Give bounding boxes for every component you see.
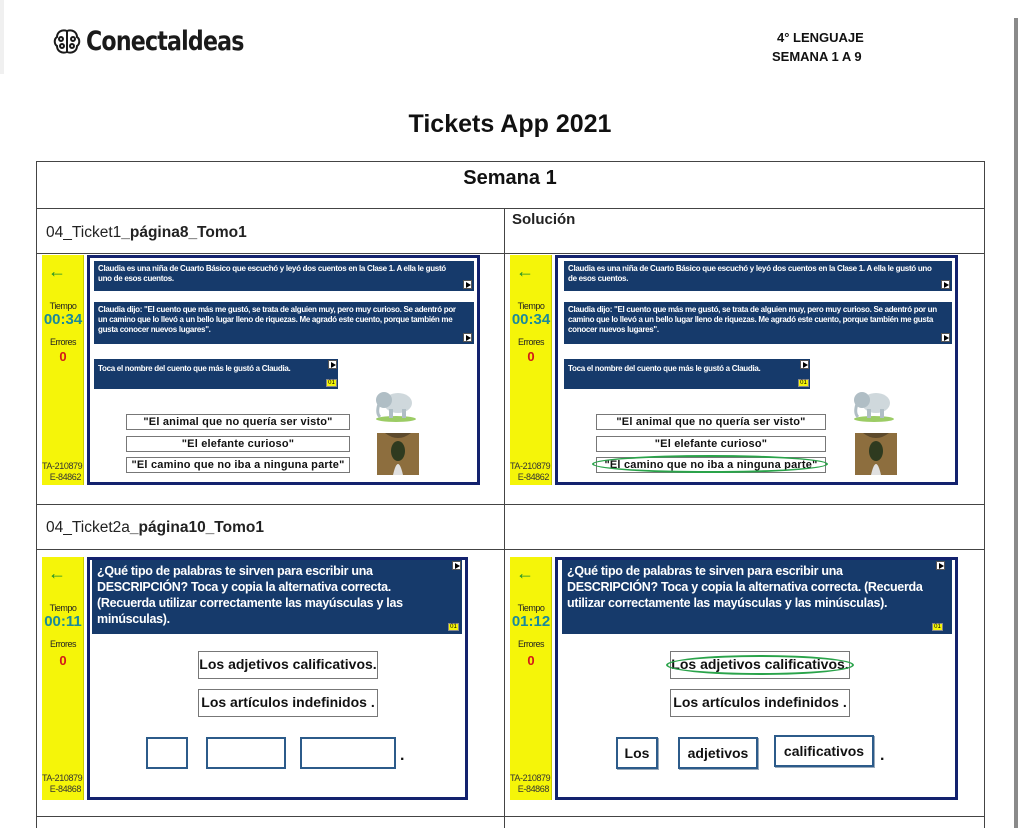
ticket2-label: 04_Ticket2a_página10_Tomo1 [46,519,264,536]
option-3[interactable]: "El camino que no iba a ninguna parte" [126,457,350,473]
answer-chip-1[interactable]: Los [616,737,658,769]
solution-label: Solución [512,211,576,228]
time-label: Tiempo [517,301,545,311]
elephant-image [372,387,420,423]
option-3-correct[interactable]: "El camino que no iba a ninguna parte" [596,457,826,473]
time-value: 00:11 [44,613,82,630]
path-image [855,433,897,475]
elephant-image [850,387,898,423]
question-bubble: ¿Qué tipo de palabras te sirven para escribir una DESCRIPCIÓN? Toca y copia la alternativa correcta. (Recuerda utilizar correctamente las mayúsculas y las minúsculas). [92,560,462,634]
correct-answer-circle [666,655,854,675]
answer-slot-2[interactable] [206,737,286,769]
errors-value: 0 [59,349,67,364]
time-value: 01:12 [511,613,551,630]
ticket-code: TA-210879 E-84868 [42,773,83,794]
play-audio-icon[interactable] [452,561,461,570]
errors-label: Errores [517,639,544,649]
answer-chip-2[interactable]: adjetivos [678,737,758,769]
grade-line2: SEMANA 1 A 9 [772,49,862,64]
instruction-bubble: Toca el nombre del cuento que más le gustó a Claudia. [94,359,338,389]
app-sidebar [510,557,552,800]
grade-info [772,28,864,66]
errors-label: Errores [517,337,544,347]
ticket-code: TA-210879 E-84862 [510,461,551,482]
play-audio-icon[interactable] [328,360,337,369]
ticket-code: TA-210879 E-84868 [510,773,551,794]
option-1[interactable]: "El animal que no quería ser visto" [596,414,826,430]
play-audio-icon[interactable] [800,360,809,369]
option-1[interactable]: "El animal que no quería ser visto" [126,414,350,430]
number-badge: 01 [448,623,459,631]
play-audio-icon[interactable] [941,333,950,342]
number-badge: 01 [326,379,337,387]
option-adjetivos-correct[interactable]: Los adjetivos calificativos. [670,651,850,679]
errors-value: 0 [59,653,67,668]
story-intro-bubble: Claudia es una niña de Cuarto Básico que escuchó y leyó dos cuentos en la Clase 1. A ella le gustó uno de esos cuentos. [94,261,474,291]
grade-line1: 4° LENGUAJE [777,30,864,45]
option-articulos[interactable]: Los artículos indefinidos . [670,689,850,717]
time-label: Tiempo [49,603,77,613]
time-label: Tiempo [517,603,545,613]
play-audio-icon[interactable] [463,333,472,342]
ticket2-app-solution [510,557,958,800]
brain-icon [52,27,82,57]
option-adjetivos[interactable]: Los adjetivos calificativos. [198,651,378,679]
back-arrow-icon[interactable]: ← [516,563,534,583]
story-quote-bubble: Claudia dijo: "El cuento que más me gustó, se trata de alguien muy, pero muy curioso. Se adentró por un camino que lo llevó a un bello lugar lleno de riquezas. Me agradó este cuento, porque también me gusta conocer nuevos lugares". [564,302,952,344]
play-audio-icon[interactable] [941,280,950,289]
ticket1-label: 04_Ticket1_página8_Tomo1 [46,224,247,241]
errors-value: 0 [527,653,535,668]
conectaideas-logo [52,26,278,57]
app-sidebar [510,255,552,485]
instruction-bubble: Toca el nombre del cuento que más le gustó a Claudia. [564,359,810,389]
answer-chip-3[interactable]: calificativos [774,735,874,767]
back-arrow-icon[interactable]: ← [48,563,66,583]
question-bubble: ¿Qué tipo de palabras te sirven para escribir una DESCRIPCIÓN? Toca y copia la alternativa correcta. (Recuerda utilizar correctamente las mayúsculas y las minúsculas). [562,560,952,634]
ticket-code: TA-210879 E-84862 [42,461,83,482]
correct-answer-circle [592,455,828,473]
number-badge: 01 [798,379,809,387]
time-value: 00:34 [511,311,551,328]
time-label: Tiempo [49,301,77,311]
errors-value: 0 [527,349,535,364]
period-mark: . [880,747,885,764]
path-image [377,433,419,475]
time-value: 00:34 [43,311,83,328]
play-audio-icon[interactable] [463,280,472,289]
ticket1-app-solution [510,255,958,485]
option-2[interactable]: "El elefante curioso" [126,436,350,452]
app-sidebar [42,255,84,485]
story-intro-bubble: Claudia es una niña de Cuarto Básico que escuchó y leyó dos cuentos en la Clase 1. A ella le gustó uno de esos cuentos. [564,261,952,291]
option-2[interactable]: "El elefante curioso" [596,436,826,452]
logo-text: Conectaldeas [86,26,244,57]
ticket2-app-question [42,557,468,800]
errors-label: Errores [49,337,76,347]
option-articulos[interactable]: Los artículos indefinidos . [198,689,378,717]
period-mark: . [400,747,405,764]
story-quote-bubble: Claudia dijo: "El cuento que más me gustó, se trata de alguien muy, pero muy curioso. Se adentró por un camino que lo llevó a un bello lugar lleno de riquezas. Me agradó este cuento, porque también me gusta conocer nuevos lugares". [94,302,474,344]
answer-slot-3[interactable] [300,737,396,769]
week-heading: Semana 1 [463,167,557,189]
back-arrow-icon[interactable]: ← [516,261,534,281]
document-title: Tickets App 2021 [408,110,612,138]
app-sidebar [42,557,84,800]
ticket1-app-question [42,255,480,485]
back-arrow-icon[interactable]: ← [48,261,66,281]
play-audio-icon[interactable] [936,561,945,570]
page-edge-right [1014,18,1018,828]
page-edge [0,0,4,74]
answer-slot-1[interactable] [146,737,188,769]
number-badge: 01 [932,623,943,631]
errors-label: Errores [49,639,76,649]
